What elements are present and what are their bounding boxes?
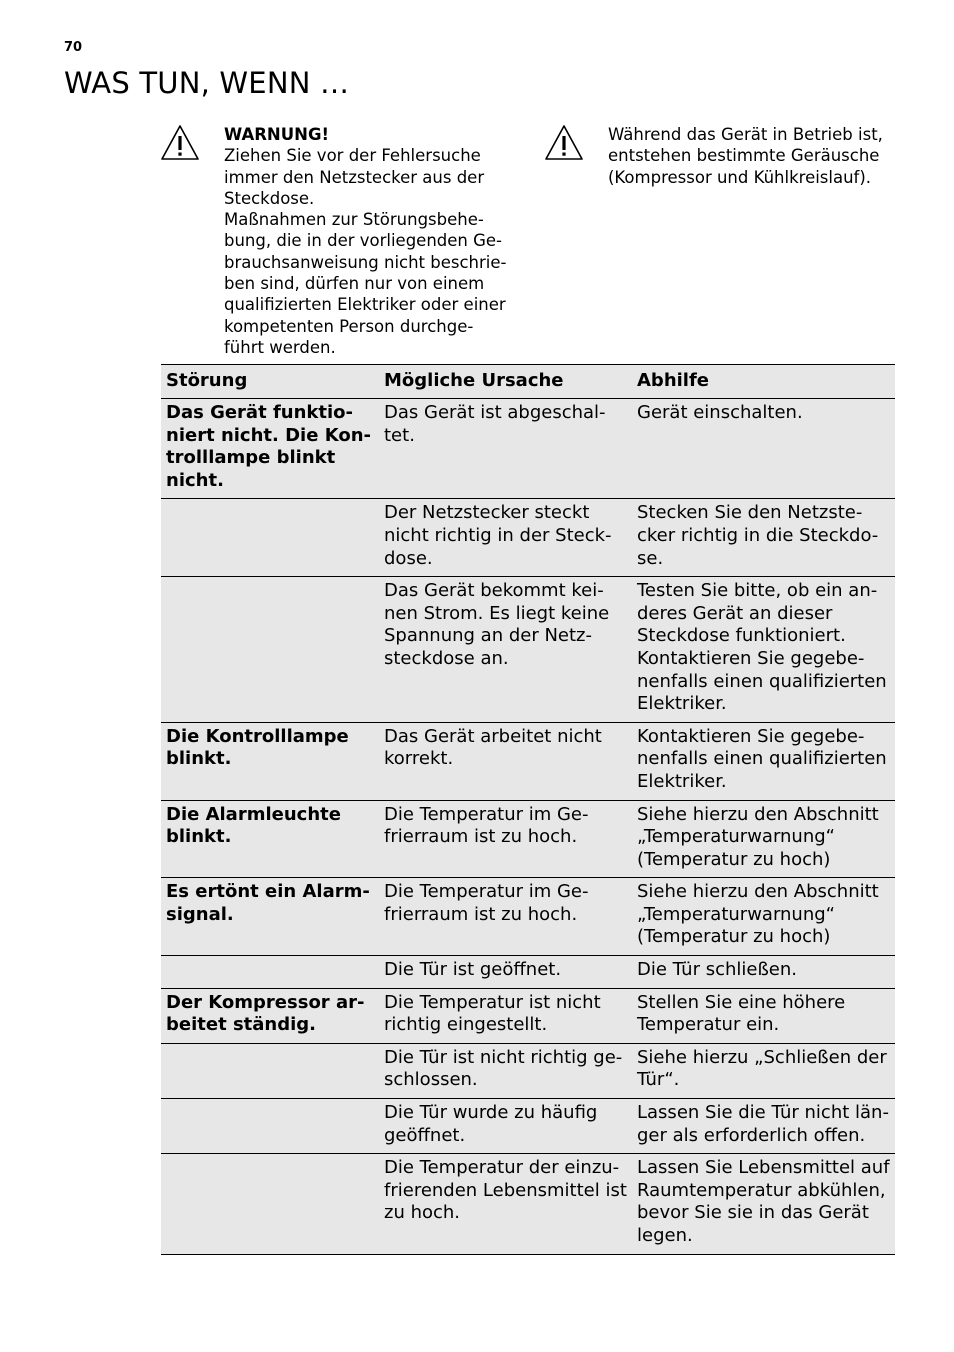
- warning-line: ben sind, dürfen nur von einem: [224, 274, 485, 294]
- cause-cell-line: Die Tür wurde zu häufig: [384, 1102, 598, 1124]
- cause-cell-line: Die Temperatur der einzu-: [384, 1157, 620, 1179]
- warning-heading: WARNUNG!: [224, 125, 330, 144]
- cause-cell: [379, 1099, 632, 1153]
- remedy-cell-line: bevor Sie sie in das Gerät: [637, 1202, 869, 1224]
- remedy-cell-line: Stellen Sie eine höhere: [637, 991, 846, 1013]
- warning-line: qualifizierten Elektriker oder einer: [224, 295, 506, 315]
- remedy-cell-line: Die Tür schließen.: [637, 959, 798, 981]
- remedy-cell-line: Steckdose funktioniert.: [637, 625, 846, 647]
- cause-cell-line: frierenden Lebensmittel ist: [384, 1179, 627, 1201]
- remedy-cell-line: ger als erforderlich offen.: [637, 1124, 866, 1146]
- fault-cell-line: Die Alarmleuchte: [166, 803, 341, 825]
- warning-text: [224, 124, 507, 358]
- cause-cell: [379, 878, 632, 955]
- cause-cell-line: richtig eingestellt.: [384, 1014, 548, 1036]
- cause-cell: [379, 956, 632, 988]
- fault-cell: [161, 723, 379, 800]
- table-row: [161, 989, 895, 1044]
- cause-cell: [379, 1154, 632, 1253]
- column-header-cause: Mögliche Ursache: [384, 370, 564, 391]
- remedy-cell: [632, 989, 895, 1043]
- cause-cell: [379, 1044, 632, 1098]
- cause-cell-line: Der Netzstecker steckt: [384, 502, 590, 524]
- table-row: [161, 1154, 895, 1254]
- remedy-cell: [632, 577, 895, 722]
- table-row: [161, 577, 895, 723]
- table-row: [161, 801, 895, 879]
- table-row: [161, 399, 895, 499]
- remedy-cell-line: nenfalls einen qualifizierten: [637, 670, 887, 692]
- fault-cell: [161, 801, 379, 878]
- remedy-cell-line: (Temperatur zu hoch): [637, 926, 831, 948]
- cause-cell-line: Die Temperatur im Ge-: [384, 881, 589, 903]
- cause-cell-line: schlossen.: [384, 1069, 478, 1091]
- fault-cell: [161, 878, 379, 955]
- remedy-cell-line: nenfalls einen qualifizierten: [637, 748, 887, 770]
- table-row: [161, 1044, 895, 1099]
- table-row: [161, 723, 895, 801]
- cause-cell-line: tet.: [384, 424, 415, 446]
- warning-line: bung, die in der vorliegenden Ge-: [224, 231, 503, 251]
- fault-cell: [161, 1154, 379, 1253]
- fault-cell-line: signal.: [166, 903, 234, 925]
- warning-line: Steckdose.: [224, 188, 315, 208]
- cause-cell-line: Die Temperatur ist nicht: [384, 991, 601, 1013]
- remedy-cell-line: Tür“.: [637, 1069, 680, 1091]
- remedy-cell-line: „Temperaturwarnung“: [637, 903, 835, 925]
- remedy-cell: [632, 499, 895, 576]
- remedy-cell-line: Lassen Sie Lebensmittel auf: [637, 1157, 890, 1179]
- cause-cell-line: zu hoch.: [384, 1202, 461, 1224]
- cause-cell: [379, 723, 632, 800]
- cause-cell: [379, 499, 632, 576]
- remedy-cell-line: Testen Sie bitte, ob ein an-: [637, 580, 878, 602]
- info-line: entstehen bestimmte Geräusche: [608, 146, 880, 166]
- remedy-cell: [632, 723, 895, 800]
- fault-cell: [161, 499, 379, 576]
- table-row: [161, 956, 895, 989]
- table-row: [161, 499, 895, 577]
- cause-cell-line: Die Tür ist geöffnet.: [384, 959, 562, 981]
- cause-cell-line: Die Temperatur im Ge-: [384, 803, 589, 825]
- fault-cell: [161, 399, 379, 498]
- cause-cell-line: Das Gerät bekommt kei-: [384, 580, 604, 602]
- remedy-cell-line: Raumtemperatur abkühlen,: [637, 1179, 886, 1201]
- cause-cell-line: Das Gerät ist abgeschal-: [384, 402, 606, 423]
- cause-cell: [379, 801, 632, 878]
- remedy-cell-line: „Temperaturwarnung“: [637, 826, 835, 848]
- cause-cell-line: nicht richtig in der Steck-: [384, 524, 612, 546]
- fault-cell-line: niert nicht. Die Kon-: [166, 424, 371, 446]
- cause-cell-line: Die Tür ist nicht richtig ge-: [384, 1046, 623, 1068]
- fault-cell: [161, 577, 379, 722]
- warning-triangle-icon: [544, 124, 584, 162]
- remedy-cell-line: Elektriker.: [637, 770, 727, 792]
- remedy-cell-line: Siehe hierzu den Abschnitt: [637, 803, 879, 825]
- cause-cell: [379, 989, 632, 1043]
- cause-cell-line: steckdose an.: [384, 647, 509, 669]
- remedy-cell-line: Gerät einschalten.: [637, 402, 803, 423]
- warning-notice: [160, 124, 520, 358]
- fault-cell-line: Der Kompressor ar-: [166, 991, 365, 1013]
- cause-cell-line: geöffnet.: [384, 1124, 466, 1146]
- warning-line: führt werden.: [224, 337, 336, 357]
- cause-cell: [379, 399, 632, 498]
- fault-cell: [161, 1044, 379, 1098]
- info-notice: [544, 124, 894, 188]
- fault-cell-line: Das Gerät funktio-: [166, 402, 353, 423]
- cause-cell-line: korrekt.: [384, 748, 454, 770]
- warning-line: kompetenten Person durchge-: [224, 316, 474, 336]
- info-line: Während das Gerät in Betrieb ist,: [608, 125, 883, 144]
- remedy-cell-line: (Temperatur zu hoch): [637, 848, 831, 870]
- fault-cell: [161, 956, 379, 988]
- warning-line: brauchsanweisung nicht beschrie-: [224, 252, 507, 272]
- remedy-cell: [632, 878, 895, 955]
- info-text: [608, 124, 883, 188]
- cause-cell-line: dose.: [384, 547, 433, 569]
- remedy-cell: [632, 801, 895, 878]
- warning-line: Maßnahmen zur Störungsbehe-: [224, 210, 484, 230]
- cause-cell-line: Das Gerät arbeitet nicht: [384, 725, 602, 747]
- remedy-cell-line: Kontaktieren Sie gegebe-: [637, 725, 865, 747]
- remedy-cell: [632, 956, 895, 988]
- cause-cell: [379, 577, 632, 722]
- table-row: [161, 1099, 895, 1154]
- remedy-cell: [632, 399, 895, 498]
- troubleshooting-table: [161, 364, 895, 1255]
- warning-line: Ziehen Sie vor der Fehlersuche: [224, 146, 481, 166]
- remedy-cell-line: Kontaktieren Sie gegebe-: [637, 647, 865, 669]
- remedy-cell-line: Siehe hierzu den Abschnitt: [637, 881, 879, 903]
- warning-line: immer den Netzstecker aus der: [224, 167, 485, 187]
- remedy-cell-line: legen.: [637, 1225, 693, 1246]
- remedy-cell-line: Stecken Sie den Netzste-: [637, 502, 863, 524]
- column-header-remedy: Abhilfe: [637, 370, 710, 391]
- fault-cell: [161, 989, 379, 1043]
- cause-cell-line: frierraum ist zu hoch.: [384, 903, 578, 925]
- remedy-cell: [632, 1154, 895, 1253]
- page-number: 70: [64, 40, 83, 55]
- remedy-cell-line: Elektriker.: [637, 693, 727, 715]
- fault-cell-line: blinkt.: [166, 748, 232, 770]
- remedy-cell-line: Lassen Sie die Tür nicht län-: [637, 1102, 889, 1124]
- warning-triangle-icon: [160, 124, 200, 162]
- cause-cell-line: nen Strom. Es liegt keine: [384, 602, 610, 624]
- fault-cell-line: nicht.: [166, 469, 224, 491]
- page-title: WAS TUN, WENN …: [64, 66, 350, 100]
- fault-cell-line: beitet ständig.: [166, 1014, 317, 1036]
- fault-cell-line: trolllampe blinkt: [166, 447, 336, 469]
- remedy-cell-line: Temperatur ein.: [637, 1014, 780, 1036]
- table-row: [161, 878, 895, 956]
- remedy-cell-line: cker richtig in die Steckdo-: [637, 524, 879, 546]
- remedy-cell-line: Siehe hierzu „Schließen der: [637, 1046, 887, 1068]
- fault-cell: [161, 1099, 379, 1153]
- cause-cell-line: Spannung an der Netz-: [384, 625, 592, 647]
- remedy-cell: [632, 1044, 895, 1098]
- info-line: (Kompressor und Kühlkreislauf).: [608, 167, 872, 187]
- remedy-cell-line: se.: [637, 547, 664, 569]
- remedy-cell: [632, 1099, 895, 1153]
- fault-cell-line: Es ertönt ein Alarm-: [166, 881, 370, 903]
- remedy-cell-line: deres Gerät an dieser: [637, 602, 833, 624]
- column-header-fault: Störung: [166, 370, 248, 391]
- cause-cell-line: frierraum ist zu hoch.: [384, 826, 578, 848]
- fault-cell-line: Die Kontrolllampe: [166, 725, 349, 747]
- fault-cell-line: blinkt.: [166, 826, 232, 848]
- table-header-row: [161, 365, 895, 399]
